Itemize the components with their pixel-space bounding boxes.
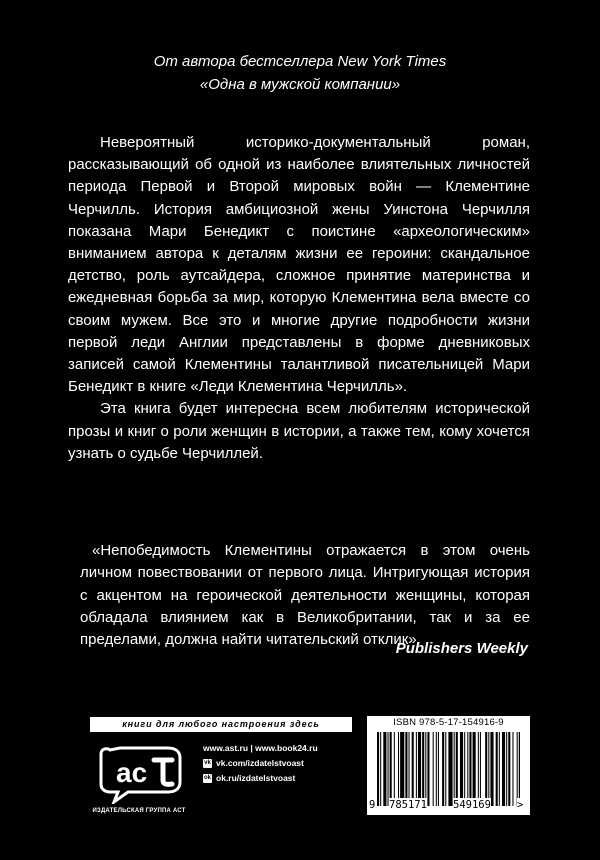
- barcode-bar: [512, 732, 513, 806]
- barcode-bar: [517, 732, 518, 806]
- barcode-bar: [496, 732, 498, 806]
- barcode-bar: [506, 732, 507, 806]
- barcode-bar: [400, 732, 404, 806]
- barcode-bar: [478, 732, 479, 806]
- ok-link-text[interactable]: ok.ru/izdatelstvoast: [216, 773, 296, 783]
- ok-link[interactable]: [203, 771, 318, 786]
- barcode-bar: [502, 732, 505, 806]
- review-quote-text: «Непобедимость Клементины отражается в этом очень личном повествовании от первого лица. Интригующая история с акцентом на героической деятельности женщины, которая обладала влиянием как в Великобритании, так и за ее пределами, должна найти читательский отклик».: [80, 542, 530, 649]
- barcode-bar: [425, 732, 426, 806]
- barcode-bar: [388, 732, 389, 806]
- vk-icon: vk: [204, 760, 211, 766]
- barcode-bar: [442, 732, 444, 806]
- barcode-bar: [485, 732, 487, 806]
- logo-t-icon: [154, 760, 172, 784]
- barcode-bar: [436, 732, 437, 806]
- barcode-bar: [473, 732, 476, 806]
- barcode-bar: [383, 732, 386, 806]
- barcode-bar: [427, 732, 429, 806]
- barcode-bar: [422, 732, 424, 806]
- barcode-digits-end: >: [517, 799, 524, 811]
- barcode-bars: [377, 732, 520, 806]
- barcode-bar: [405, 732, 407, 806]
- barcode-bar: [460, 732, 463, 806]
- barcode-bar: [454, 732, 455, 806]
- barcode-bar: [499, 732, 500, 806]
- barcode-digit-first: 9: [369, 799, 376, 811]
- isbn-number: ISBN 978-5-17-154916-9: [393, 717, 504, 728]
- tagline-line-1: От автора бестселлера New York Times: [153, 53, 447, 70]
- logo-text: ac: [116, 757, 148, 788]
- barcode-bar: [488, 732, 489, 806]
- barcode-bar: [418, 732, 421, 806]
- barcode-bar: [519, 732, 520, 806]
- barcode-bar: [409, 732, 410, 806]
- barcode-bar: [380, 732, 381, 806]
- vk-link[interactable]: [203, 756, 318, 771]
- website-links-text[interactable]: www.ast.ru | www.book24.ru: [203, 743, 318, 753]
- barcode-bar: [416, 732, 417, 806]
- barcode-digits: [367, 798, 530, 812]
- publisher-logo: [98, 744, 182, 804]
- review-quote: [80, 540, 530, 651]
- barcode-digits-right: 549169: [453, 799, 491, 811]
- barcode-bar: [448, 732, 452, 806]
- barcode-bar: [438, 732, 439, 806]
- barcode-bar: [480, 732, 481, 806]
- vk-link-text[interactable]: vk.com/izdatelstvoast: [216, 758, 304, 768]
- isbn-barcode: [367, 716, 530, 815]
- ok-icon: ok: [203, 775, 211, 781]
- book-description: [68, 132, 530, 465]
- description-paragraph-2: Эта книга будет интересна всем любителям исторической прозы и книг о роли женщин в истории, а также тем, кому хочется узнать о судьбе Черчиллей.: [68, 400, 530, 462]
- barcode-bar: [398, 732, 399, 806]
- publisher-caption: ИЗДАТЕЛЬСКАЯ ГРУППА АСТ: [92, 808, 186, 814]
- barcode-bar: [394, 732, 395, 806]
- tagline-line-2: «Одна в мужской компании»: [199, 76, 401, 93]
- barcode-bar: [390, 732, 392, 806]
- barcode-bar: [469, 732, 471, 806]
- description-paragraph-1: Невероятный историко-документальный роман, рассказывающий об одной из наиболее влиятельных личностей периода Первой и Второй мировых войн — Клементине Черчилль. История амбициозной жены Уинстона Черчилля показана Мари Бенедикт с поистине «археологическим» вниманием автора к деталям жизни ее героини: скандальное детство, роль аутсайдера, сложное принятие материнства и ежедневная борьба за мир, которую Клементина вела вместе со своим мужем. Все это и многие другие подробности жизни первой леди Англии представлены в форме дневниковых записей самой Клементины талантливой писательницей Мари Бенедикт в книге «Леди Клементина Черчилль».: [68, 134, 530, 396]
- barcode-bar: [490, 732, 493, 806]
- website-links: [203, 741, 318, 756]
- barcode-bar: [377, 732, 379, 806]
- tagline: [0, 50, 600, 96]
- barcode-bar: [464, 732, 465, 806]
- barcode-digits-left: 785171: [389, 799, 427, 811]
- publisher-links: [203, 741, 318, 786]
- barcode-bar: [412, 732, 414, 806]
- publisher-slogan: книги для любого настроения здесь: [90, 717, 352, 732]
- barcode-bar: [456, 732, 458, 806]
- barcode-bar: [508, 732, 510, 806]
- review-source: Publishers Weekly: [395, 640, 528, 657]
- barcode-bar: [433, 732, 434, 806]
- barcode-bar: [445, 732, 446, 806]
- barcode-bar: [467, 732, 468, 806]
